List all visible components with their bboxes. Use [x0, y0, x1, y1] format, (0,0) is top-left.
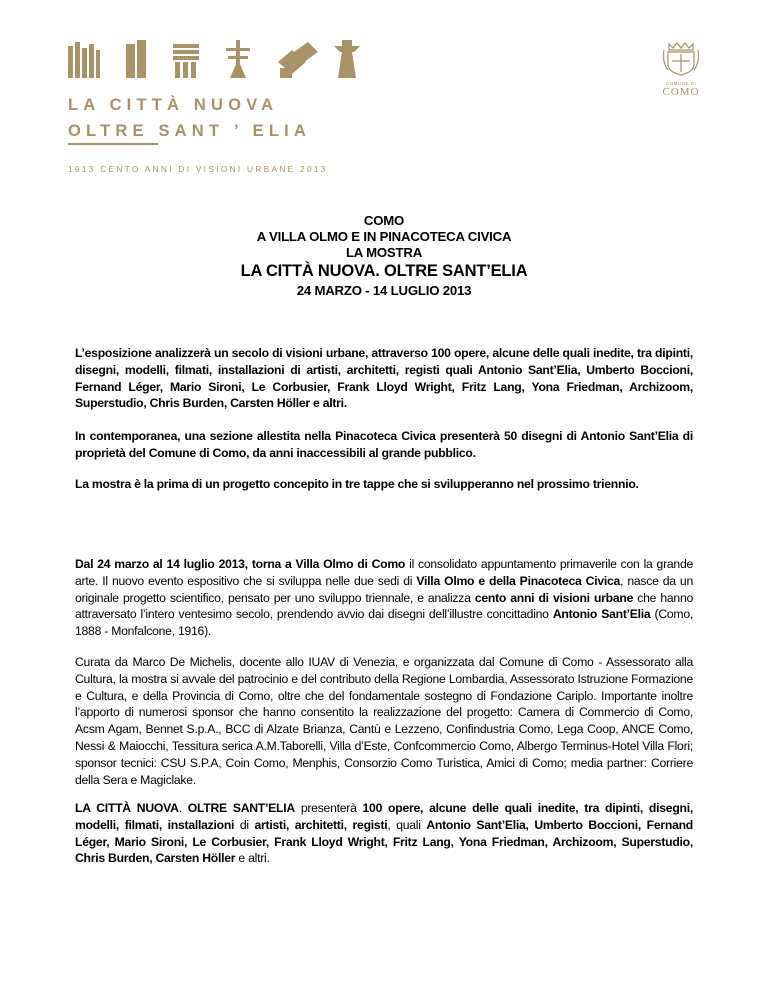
- exhibition-title-line2: OLTRE SANT ’ ELIA: [68, 122, 312, 140]
- text-run: , nasce da un originale progetto scientifico, pensato per uno sviluppo triennale, e analizza: [75, 573, 693, 605]
- text-run: il consolidato appuntamento primaverile con la grande arte. Il nuovo evento espositivo che si sviluppa nelle due sedi di: [75, 557, 693, 588]
- exhibition-title-line1: LA CITTÀ NUOVA: [68, 96, 279, 114]
- headline-city: COMO: [363, 213, 405, 228]
- emblem-word: COMO: [662, 86, 700, 98]
- bold-run: OLTRE SANT’ELIA: [187, 801, 295, 815]
- figure-icon: [334, 40, 360, 78]
- skyscraper-grid-icon: [173, 44, 199, 78]
- press-headline: [0, 213, 768, 299]
- bold-run: artisti, architetti, registi: [254, 817, 388, 832]
- intro-paragraph-3: La mostra è la prima di un progetto concepito in tre tappe che si svilupperanno nel prossimo triennio.: [75, 477, 639, 491]
- towers-icon: [126, 40, 146, 78]
- text-run: .: [178, 801, 188, 815]
- bold-run: Dal 24 marzo al 14 luglio 2013, torna a Villa Olmo di Como: [75, 557, 406, 571]
- coat-of-arms-icon: [660, 40, 702, 76]
- text-run: , quali: [387, 817, 427, 832]
- headline-la-mostra: LA MOSTRA: [345, 245, 423, 260]
- body-paragraph-curator-sponsors: Curata da Marco De Michelis, docente allo IUAV di Venezia, e organizzata dal Comune di Como - Assessorato alla Cultura, la mostra si avvale del patrocinio e del contributo della Regione Lombardia, Assessorato Istruzione Formazione e Cultura, e della Provincia di Como, oltre che del fondamentale sostegno di Fondazione Cariplo. Importante inoltre l’apporto di numerosi sponsor che hanno consentito la realizzazione del progetto: Camera di Commercio di Como, Acsm Agam, Bennet S.p.A., BCC di Alzate Brianza, Cantù e Lezzeno, Confindustria Como, Lega Coop, ANCE Como, Nessi & Maiocchi, Tessitura serica A.M.Taborelli, Villa d’Este, Confcommercio Como, Albergo Terminus-Hotel Villa Flori; sponsor tecnici: CSU S.P.A, Coin Como, Menphis, Consorzio Como Turistica, Amici di Como; media partner: Corriere della Sera e Magiclake.: [75, 655, 693, 787]
- bold-run: Antonio Sant’Elia: [552, 607, 651, 622]
- text-run: e altri.: [235, 851, 270, 866]
- headline-exhibition-title: LA CITTÀ NUOVA. OLTRE SANT’ELIA: [240, 262, 528, 280]
- bold-run: LA CITTÀ NUOVA: [75, 801, 179, 815]
- text-run: che hanno attraversato l’intero ventesimo secolo, prendendo avvio dai disegni dell’illustre concittadino: [75, 590, 694, 622]
- exhibition-subtitle: 1913 CENTO ANNI DI VISIONI URBANE 2013: [68, 164, 328, 174]
- bold-run: Antonio Sant’Elia, Umberto Boccioni, Fernand Léger, Mario Sironi, Le Corbusier, Frank Lloyd Wright, Fritz Lang, Yona Friedman, Archizoom, Superstudio, Chris Burden, Carsten Höller: [75, 817, 693, 866]
- antenna-tower-icon: [226, 40, 250, 78]
- columns-icon: [68, 42, 100, 78]
- text-run: (Como, 1888 - Monfalcone, 1916).: [75, 607, 694, 639]
- text-run: di: [234, 817, 255, 832]
- comune-di-como-emblem: [660, 40, 702, 98]
- intro-paragraph-1: L’esposizione analizzerà un secolo di visioni urbane, attraverso 100 opere, alcune delle quali inedite, tra dipinti, disegni, modelli, filmati, installazioni di artisti, architetti, registi quali Antonio Sant’Elia, Umberto Boccioni, Fernand Léger, Mario Sironi, Le Corbusier, Frank Lloyd Wright, Fritz Lang, Yona Friedman, Archizoom, Superstudio, Chris Burden, Carsten Höller e altri.: [75, 346, 693, 411]
- intro-paragraph-2: In contemporanea, una sezione allestita nella Pinacoteca Civica presenterà 50 disegni di Antonio Sant’Elia di proprietà del Comune di Como, da anni inaccessibili al grande pubblico.: [75, 429, 693, 460]
- title-underline-left: [68, 143, 158, 147]
- bold-run: Villa Olmo e della Pinacoteca Civica: [416, 573, 621, 588]
- emblem-small-text: COMUNE DI: [665, 81, 697, 86]
- text-run: presenterà: [294, 801, 363, 815]
- bold-run: cento anni di visioni urbane: [474, 590, 634, 605]
- bold-run: 100 opere, alcune delle quali inedite, tra dipinti, disegni, modelli, filmati, installazioni: [75, 801, 693, 832]
- body-paragraph-works: [75, 800, 693, 867]
- body-paragraph-dates: [75, 556, 693, 640]
- exhibition-logo-icons: [68, 40, 368, 80]
- headline-venues: A VILLA OLMO E IN PINACOTECA CIVICA: [256, 229, 512, 244]
- cubes-icon: [278, 42, 318, 78]
- headline-dates: 24 MARZO - 14 LUGLIO 2013: [296, 283, 472, 298]
